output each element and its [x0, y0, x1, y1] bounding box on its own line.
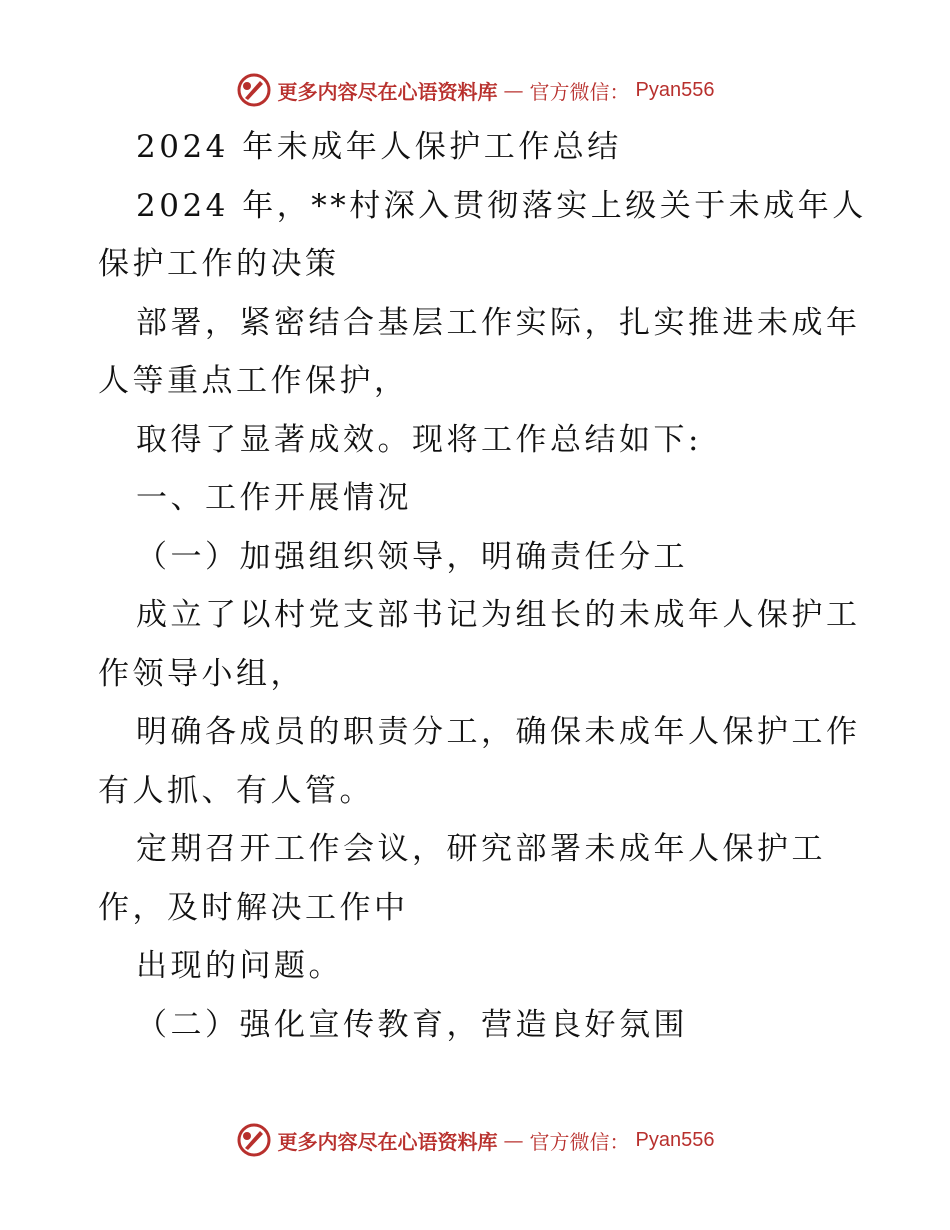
- quill-circle-logo-icon: [236, 1122, 272, 1158]
- banner-wechat-id: Pyan556: [635, 78, 715, 101]
- banner-wechat-label: 官方微信：: [529, 1129, 630, 1154]
- paragraph-line: 明确各成员的职责分工，确保未成年人保护工作: [136, 714, 861, 750]
- paragraph-line: 作，及时解决工作中: [98, 889, 409, 926]
- paragraph-line: 成立了以村党支部书记为组长的未成年人保护工: [136, 597, 861, 633]
- banner-wechat-id: Pyan556: [635, 1128, 715, 1151]
- paragraph-line: 取得了显著成效。现将工作总结如下:: [136, 421, 702, 458]
- banner-dash: —: [503, 78, 524, 102]
- banner-wechat-label: 官方微信：: [529, 79, 630, 104]
- header-banner: [0, 70, 950, 110]
- subsection-heading: （一）加强组织领导，明确责任分工: [136, 538, 688, 575]
- document-body: [98, 118, 867, 1054]
- paragraph-line: 人等重点工作保护，: [98, 363, 409, 399]
- quill-circle-logo-icon: [236, 72, 272, 108]
- footer-banner: [0, 1120, 950, 1160]
- subsection-heading: （二）强化宣传教育，营造良好氛围: [136, 1006, 688, 1043]
- paragraph-line: 2024 年，**村深入贯彻落实上级关于未成年人: [136, 187, 867, 224]
- paragraph-line: 作领导小组，: [98, 655, 305, 692]
- section-heading: 一、工作开展情况: [136, 480, 412, 516]
- paragraph-line: 出现的问题。: [136, 948, 343, 984]
- banner-site-text: 更多内容尽在心语资料库: [277, 1129, 498, 1154]
- paragraph-line: 有人抓、有人管。: [98, 772, 374, 809]
- banner-site-text: 更多内容尽在心语资料库: [277, 79, 498, 104]
- document-title: 2024 年未成年人保护工作总结: [136, 129, 622, 165]
- paragraph-line: 保护工作的决策: [98, 246, 340, 282]
- paragraph-line: 定期召开工作会议，研究部署未成年人保护工: [136, 831, 826, 867]
- banner-dash: —: [503, 1128, 524, 1152]
- paragraph-line: 部署，紧密结合基层工作实际，扎实推进未成年: [136, 304, 861, 341]
